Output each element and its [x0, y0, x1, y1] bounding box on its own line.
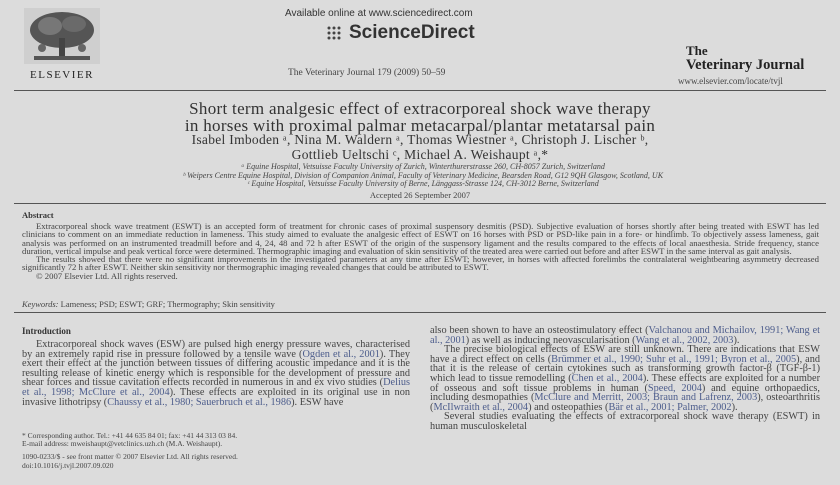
- intro-text: ). They exert their effect at the junction between tissues of differing acoustic impedance and it is the resulting release of kinetic energy which is responsible for the development of pressure and shear forces and tissue cavitation effects recorded in numerous in and ex vivo studies (: [22, 348, 411, 389]
- doi-line[interactable]: doi:10.1016/j.tvjl.2007.09.020: [22, 461, 114, 470]
- intro-text: ). These effects are exploited in its original use in non invasive lithotripsy (: [22, 386, 410, 408]
- sciencedirect-wordmark: ScienceDirect: [349, 22, 475, 43]
- abstract-bottom-rule: [14, 312, 826, 313]
- elsevier-logo: [14, 8, 110, 80]
- keywords-list: Lameness; PSD; ESWT; GRF; Thermography; Skin sensitivity: [60, 299, 275, 309]
- journal-url[interactable]: www.elsevier.com/locate/tvjl: [678, 76, 783, 86]
- citation-link[interactable]: Bär et al., 2001; Palmer, 2002: [608, 401, 732, 413]
- keywords-label: Keywords:: [22, 299, 59, 309]
- left-column: [22, 326, 410, 407]
- intro-text: Extracorporeal shock waves (ESW) are pulsed high energy pressure waves, characterised by an extremely rapid rise in pressure followed by a tensile wave (: [22, 339, 410, 360]
- introduction-heading: Introduction: [22, 326, 71, 336]
- journal-citation: The Veterinary Journal 179 (2009) 50–59: [288, 68, 446, 78]
- intro-text: ).: [731, 401, 738, 413]
- citation-link[interactable]: Chen et al., 2004: [571, 372, 643, 384]
- available-online-text: Available online at www.sciencedirect.com: [285, 8, 473, 19]
- intro-paragraph-right-1: [430, 326, 820, 345]
- citation-link[interactable]: Wang et al., 2002, 2003: [635, 334, 734, 346]
- publisher-wordmark: ELSEVIER: [30, 69, 94, 81]
- article-title: [0, 100, 840, 134]
- issn-line: 1090-0233/$ - see front matter © 2007 Elsevier Ltd. All rights reserved.: [22, 452, 238, 461]
- intro-text: ), and that it is the release of certain cytokines such as transforming growth factor-β (TGF-β-1) which lead to tissue remodelling (: [430, 353, 820, 384]
- author-list: [0, 132, 840, 162]
- elsevier-tree-icon: [24, 8, 100, 64]
- affiliations: [38, 163, 808, 189]
- authors-line-1: Isabel Imboden ᵃ, Nina M. Waldern ᵃ, Thomas Wiestner ᵃ, Christoph J. Lischer ᵇ,: [191, 132, 649, 147]
- intro-text: Several studies evaluating the effects of extracorporeal shock wave therapy (ESWT) in human musculoskeletal: [430, 411, 820, 432]
- intro-text: ) as well as inducing neovascularisation (: [465, 334, 636, 346]
- citation-link[interactable]: Delius et al., 1998; McClure et al., 2004: [22, 377, 410, 398]
- abstract-top-rule: [14, 203, 826, 204]
- affiliation-c: ᶜ Equine Hospital, Vetsuisse Faculty University of Berne, Länggass-Strasse 124, CH-3012 Berne, Switzerland: [247, 179, 599, 188]
- front-matter: [22, 452, 412, 470]
- journal-title-main: Veterinary Journal: [686, 57, 805, 73]
- intro-paragraph-left: [22, 340, 410, 407]
- intro-text: ). These effects are exploited for a number of osseous and soft tissue problems in human (: [430, 372, 820, 394]
- intro-paragraph-right-3: [430, 412, 820, 431]
- intro-text: ). ESW have: [291, 396, 344, 408]
- intro-text: ).: [733, 334, 740, 346]
- footnote-email[interactable]: E-mail address: mweishaupt@vetclinics.uzh.ch (M.A. Weishaupt).: [22, 439, 223, 448]
- intro-text: The precise biological effects of ESW are still unknown. There are indications that ESW have a direct effect on cells (: [430, 344, 820, 365]
- journal-title-the: The: [686, 43, 708, 58]
- abstract-paragraph-1: Extracorporeal shock wave treatment (ESWT) is an accepted form of treatment for chronic cases of proximal suspensory desmitis (PSD). Subjective evaluation of horses shortly after being treated with ESWT has led clinicians to comment on an immediate reduction in lameness. This study aimed to evaluate the analgesic effect of ESWT on 16 horses with PSD or PSD-like pain in a fore- or hindlimb. To objectively assess lameness, gait analysis was performed on an instrumented treadmill before and 4, 24, 48 and 72 h after ESWT of the origin of the suspensory ligament and the results compared to the effects of local anaesthesia. Stride frequency, stance duration, vertical impulse and peak vertical force were determined. Thermographic imaging and evaluation of skin sensitivity of the treated area were carried out before and after ESWT in the same interval as gait analysis.: [22, 221, 819, 256]
- keywords: [22, 299, 275, 309]
- citation-link[interactable]: Chaussy et al., 1980; Sauerbruch et al., 1986: [107, 396, 292, 408]
- title-line-2: in horses with proximal palmar metacarpal/plantar metatarsal pain: [184, 116, 656, 135]
- title-line-1: Short term analgesic effect of extracorporeal shock wave therapy: [189, 99, 651, 118]
- citation-link[interactable]: Valchanou and Michailov, 1991; Wang et al., 2001: [430, 325, 821, 346]
- abstract-body: [22, 222, 819, 280]
- abstract-copyright: © 2007 Elsevier Ltd. All rights reserved.: [36, 270, 178, 281]
- header-rule: [14, 90, 826, 91]
- accepted-date: Accepted 26 September 2007: [369, 190, 471, 200]
- intro-text: also been shown to have an osteostimulatory effect (: [430, 325, 649, 336]
- intro-text: ) and equine orthopaedics, including desmopathies (: [430, 382, 820, 404]
- abstract-heading: Abstract: [22, 210, 54, 220]
- affiliation-b: ᵇ Weipers Centre Equine Hospital, Division of Companion Animal, Faculty of Veterinary Medicine, Bearsden Road, G12 9QH Glasgow, Scotland, UK: [182, 170, 664, 180]
- sciencedirect-dots-icon: [325, 24, 343, 42]
- footnote-contact: * Corresponding author. Tel.: +41 44 635 84 01; fax: +41 44 313 03 84.: [22, 431, 238, 440]
- sciencedirect-logo: [325, 22, 475, 44]
- citation-link[interactable]: McClure and Merritt, 2003; Braun and Lafrenz, 2003: [534, 392, 758, 404]
- intro-text: ), osteoarthritis (: [430, 392, 820, 413]
- authors-line-2: Gottlieb Ueltschi ᶜ, Michael A. Weishaupt ᵃ,*: [291, 147, 549, 162]
- citation-link[interactable]: Brümmer et al., 1990; Suhr et al., 1991; Byron et al., 2005: [551, 353, 797, 365]
- citation-link[interactable]: Ogden et al., 2001: [302, 348, 380, 360]
- abstract-paragraph-2: The results showed that there were no significant improvements in the investigated parameters at any time after ESWT; however, in horses with affected forelimbs the contralateral weightbearing asymmetry decreased significantly 72 h after ESWT. Neither skin sensitivity nor thermographic imaging revealed changes that could be attributed to ESWT.: [22, 254, 819, 273]
- journal-title: [686, 44, 804, 72]
- intro-paragraph-right-2: [430, 345, 820, 412]
- citation-link[interactable]: McIlwraith et al., 2004: [433, 401, 529, 413]
- corresponding-author-footnote: [22, 432, 412, 448]
- intro-text: ) and osteopathies (: [528, 401, 609, 413]
- right-column: [430, 326, 820, 432]
- citation-link[interactable]: Speed, 2004: [647, 382, 702, 394]
- affiliation-a: ᵃ Equine Hospital, Vetsuisse Faculty University of Zurich, Winterthurerstrasse 260, CH-8057 Zurich, Switzerland: [241, 162, 605, 171]
